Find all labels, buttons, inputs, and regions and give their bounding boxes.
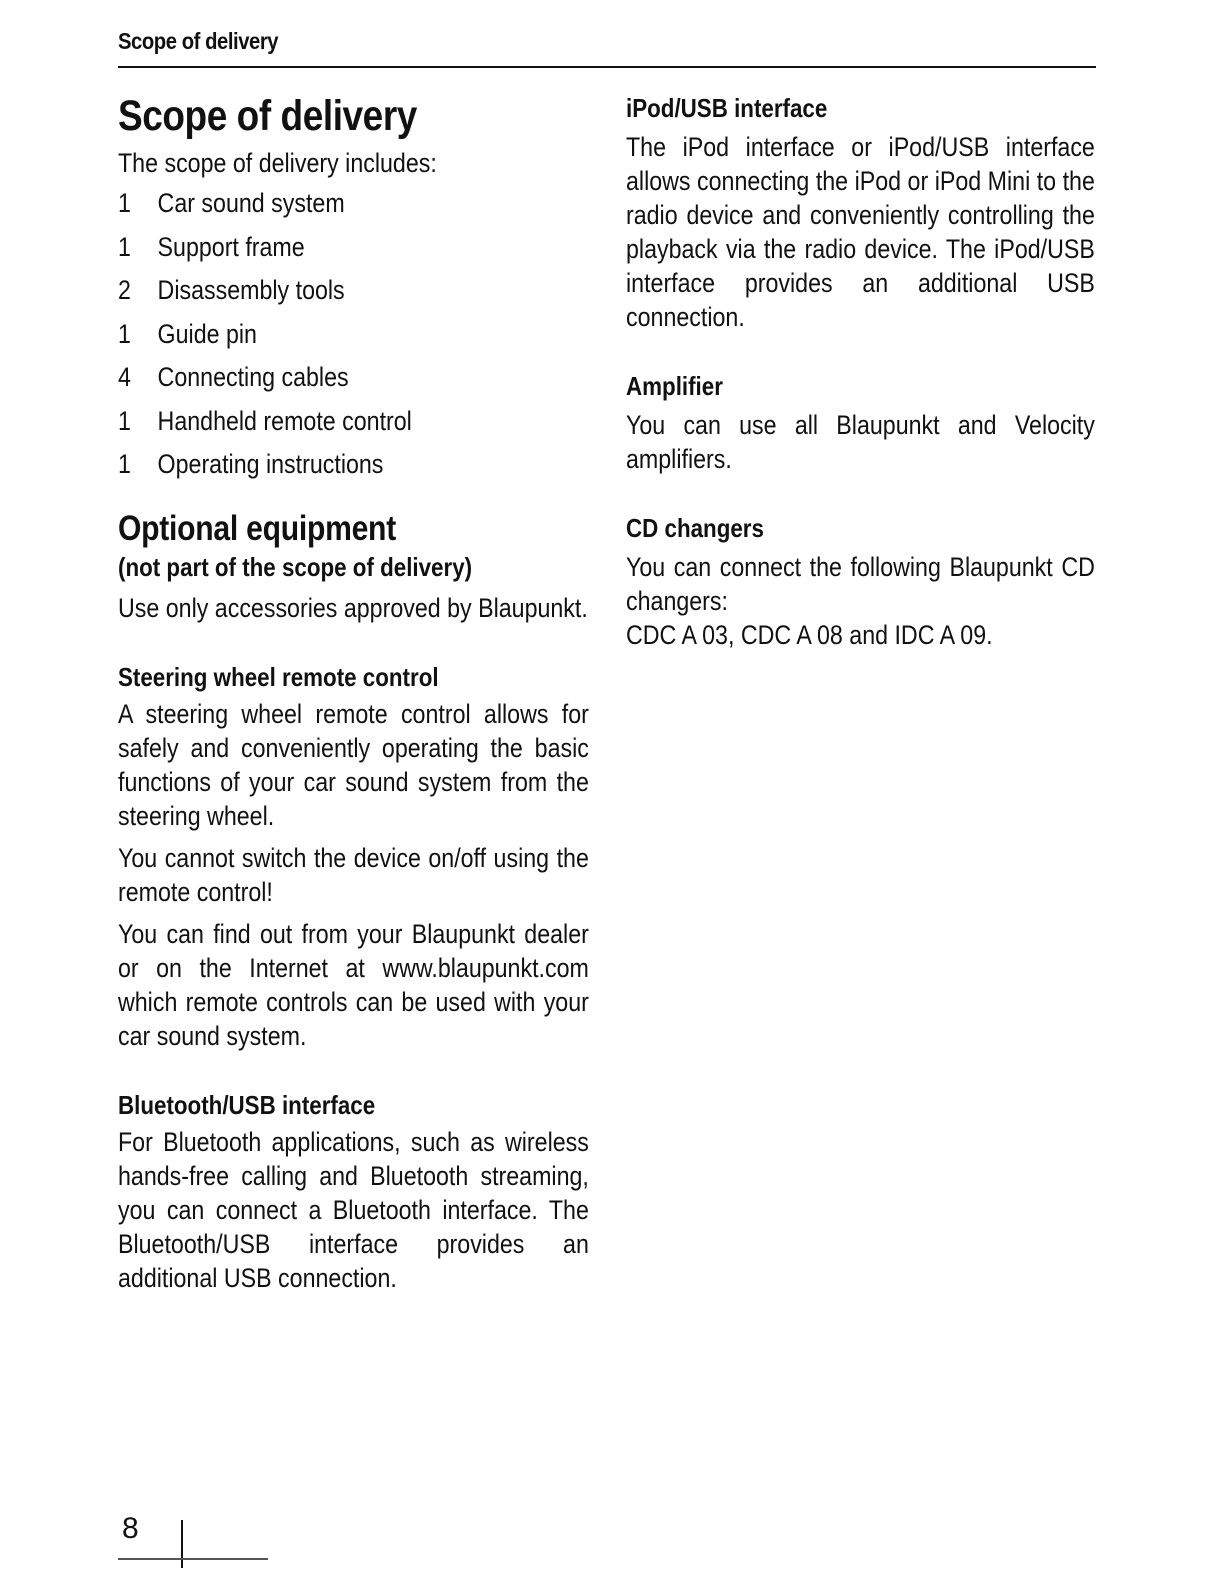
running-header: Scope of delivery: [118, 28, 279, 54]
page-title: Scope of delivery: [118, 92, 417, 140]
page-number-underline: [118, 1558, 268, 1560]
header-rule: [118, 66, 1096, 68]
delivery-list: [118, 182, 589, 487]
list-item: 1 Operating instructions: [118, 449, 384, 479]
optional-equipment-subheading: (not part of the scope of delivery): [118, 551, 473, 582]
amplifier-heading: Amplifier: [626, 371, 723, 401]
list-item: 4 Connecting cables: [118, 362, 349, 392]
steering-remote-text-3: You can find out from your Blaupunkt dealer or on the Internet at www.blaupunkt.com which remote controls can be used with your car sound system.: [118, 918, 589, 1051]
bluetooth-heading: Bluetooth/USB interface: [118, 1089, 376, 1120]
bluetooth-text: For Bluetooth applications, such as wireless hands-free calling and Bluetooth streaming, you can connect a Bluetooth interface. The Bluetooth/USB interface provides an additional USB connection.: [118, 1126, 589, 1293]
optional-equipment-text: Use only accessories approved by Blaupunkt.: [118, 592, 588, 623]
ipod-text: The iPod interface or iPod/USB interface allows connecting the iPod or iPod Mini to the radio device and conveniently controlling the playback via the radio device. The iPod/USB interface provides an additional USB connection.: [626, 132, 1095, 332]
list-item: 1 Guide pin: [118, 318, 257, 349]
intro-text: The scope of delivery includes:: [118, 148, 437, 178]
cd-changers-heading: CD changers: [626, 513, 764, 543]
left-column: [118, 92, 590, 1295]
list-item: 2 Disassembly tools: [118, 275, 345, 305]
list-item: 1 Handheld remote control: [118, 405, 412, 436]
page-number: 8: [122, 1512, 139, 1545]
list-item: 1 Support frame: [118, 231, 305, 262]
cd-changers-models: CDC A 03, CDC A 08 and IDC A 09.: [626, 620, 993, 650]
amplifier-text: You can use all Blaupunkt and Velocity amplifiers.: [626, 410, 1095, 474]
list-item: 1 Car sound system: [118, 188, 345, 218]
steering-remote-text-1: A steering wheel remote control allows for safely and conveniently operating the basic functions of your car sound system from the steering wheel.: [118, 698, 589, 831]
steering-remote-text-2: You cannot switch the device on/off using the remote control!: [118, 842, 589, 907]
page-number-vertical-rule: [181, 1520, 183, 1568]
optional-equipment-heading: Optional equipment: [118, 508, 396, 548]
right-column: [626, 92, 1096, 652]
steering-remote-heading: Steering wheel remote control: [118, 661, 439, 692]
ipod-heading: iPod/USB interface: [626, 93, 828, 123]
cd-changers-text: You can connect the following Blaupunkt CD changers:: [626, 552, 1095, 616]
